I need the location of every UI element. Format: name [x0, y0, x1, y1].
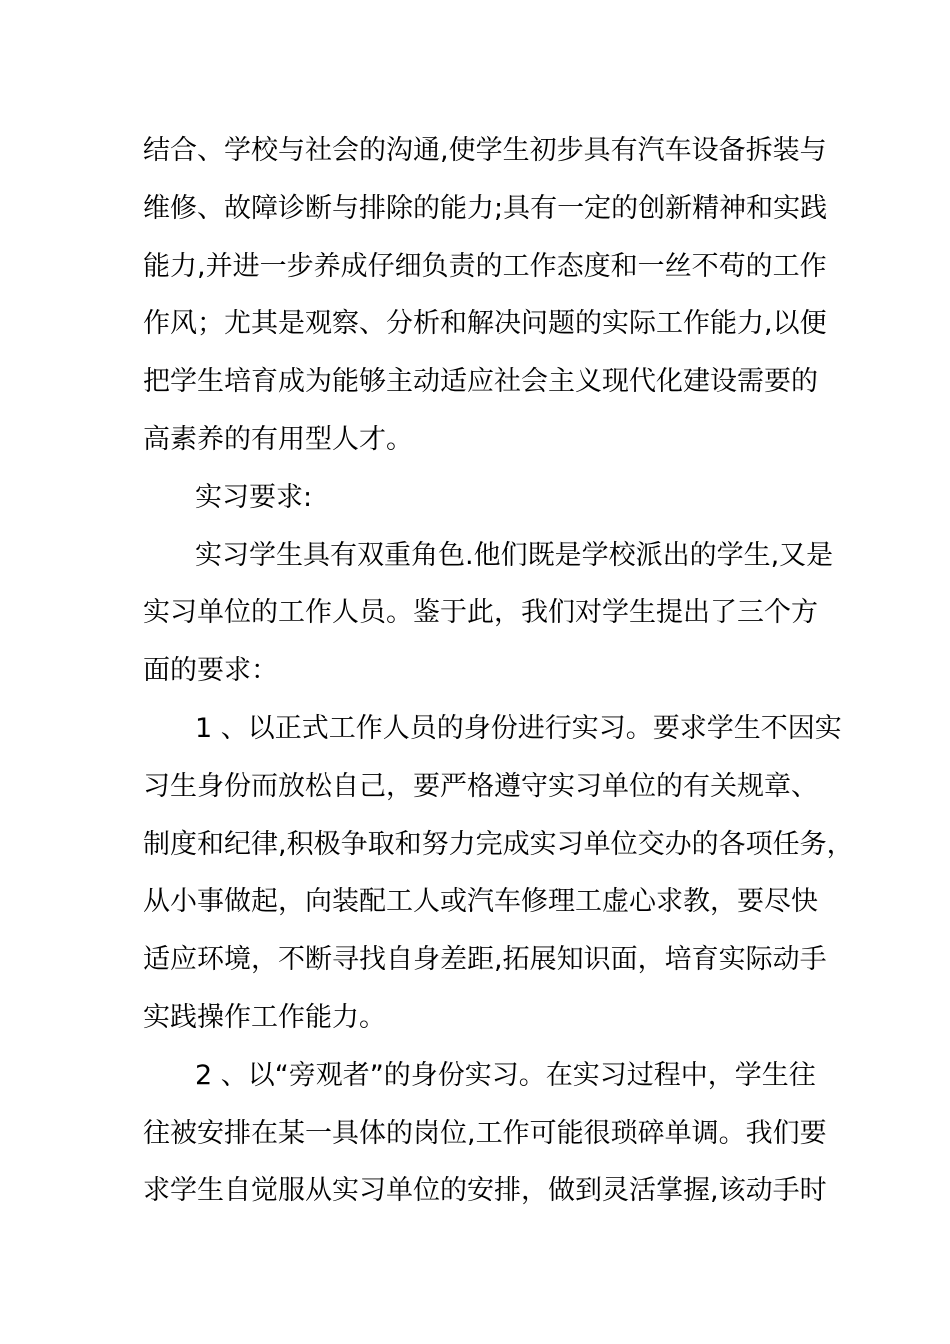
text-line-3: 能力,并进一步养成仔细负责的工作态度和一丝不苟的工作: [143, 250, 827, 282]
text-line-18: 往被安排在某一具体的岗位,工作可能很琐碎单调。我们要: [143, 1117, 827, 1149]
text-line-4: 作风；尤其是观察、分析和解决问题的实际工作能力,以便: [143, 308, 827, 340]
list-item-2-start: 2 、以“旁观者”的身份实习。在实习过程中，学生往: [195, 1059, 816, 1091]
text-line-1: 结合、学校与社会的沟通,使学生初步具有汽车设备拆装与: [143, 135, 827, 166]
text-line-9: 实习单位的工作人员。鉴于此，我们对学生提出了三个方: [143, 597, 818, 629]
text-line-5: 把学生培育成为能够主动适应社会主义现代化建设需要的: [143, 366, 818, 398]
section-heading-requirements: 实习要求:: [195, 481, 313, 513]
text-line-13: 制度和纪律,积极争取和努力完成实习单位交办的各项任务，: [143, 828, 854, 860]
text-line-8: 实习学生具有双重角色.他们既是学校派出的学生,又是: [195, 539, 834, 571]
text-line-12: 习生身份而放松自己，要严格遵守实习单位的有关规章、: [143, 770, 818, 802]
text-line-19: 求学生自觉服从实习单位的安排，做到灵活掌握,该动手时: [143, 1175, 827, 1207]
list-item-1-start: 1 、以正式工作人员的身份进行实习。要求学生不因实: [195, 712, 842, 744]
text-line-15: 适应环境，不断寻找自身差距,拓展知识面，培育实际动手: [143, 944, 827, 976]
text-line-2: 维修、故障诊断与排除的能力;具有一定的创新精神和实践: [143, 192, 828, 224]
text-line-6: 高素养的有用型人才。: [143, 423, 413, 455]
text-line-10: 面的要求：: [143, 655, 278, 687]
document-body: [143, 122, 854, 1220]
text-line-16: 实践操作工作能力。: [143, 1001, 386, 1033]
text-line-14: 从小事做起，向装配工人或汽车修理工虚心求教，要尽快: [143, 886, 818, 918]
